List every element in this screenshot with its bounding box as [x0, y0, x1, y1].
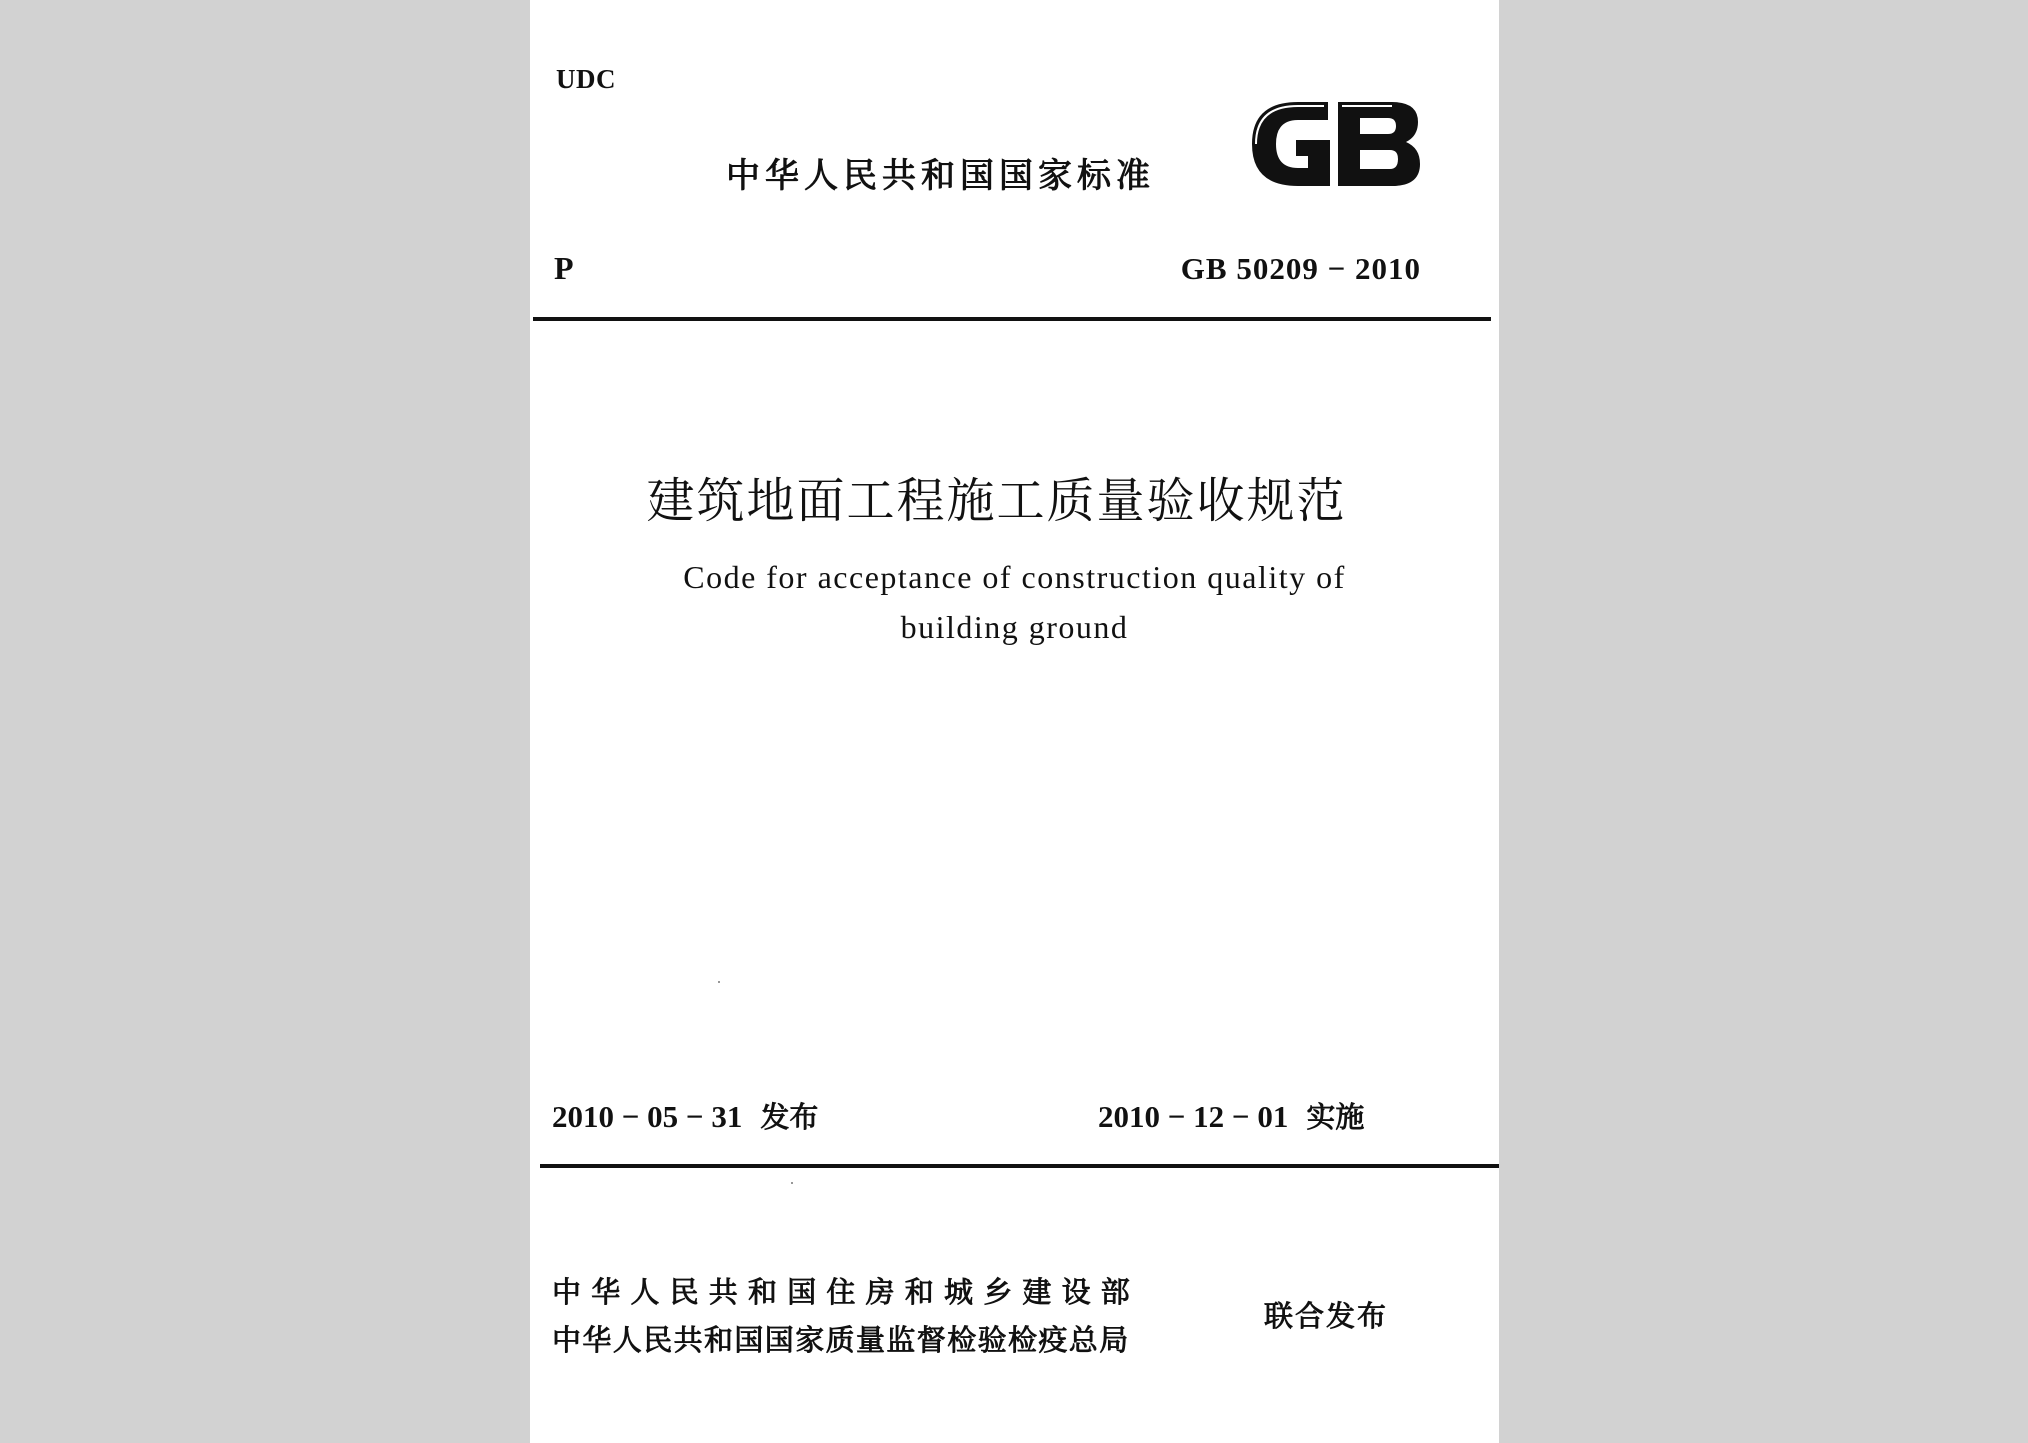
- gb-logo-b: [1338, 102, 1420, 186]
- bottom-divider: [540, 1164, 1499, 1168]
- title-chinese: 建筑地面工程施工质量验收规范: [646, 473, 1347, 529]
- issue-date: 2010 − 05 − 31: [552, 1099, 743, 1134]
- issue-date-line: [552, 1095, 818, 1136]
- implement-date-line: [1098, 1095, 1364, 1136]
- standard-number: GB 50209 − 2010: [1180, 251, 1421, 286]
- print-speck: [718, 981, 720, 983]
- standard-cover-page: [530, 0, 1499, 1443]
- title-english-line-1: Code for acceptance of construction quality of: [683, 559, 1346, 595]
- classification-code: P: [554, 250, 574, 286]
- issue-label: 发布: [760, 1100, 819, 1134]
- title-english: [530, 552, 1499, 652]
- issuer-aqsiq: 中华人民共和国国家质量监督检验检疫总局: [552, 1323, 1130, 1357]
- gb-logo-g: [1252, 102, 1330, 186]
- print-speck: [791, 1182, 793, 1184]
- gb-logo: [1246, 98, 1422, 190]
- issuer-ministry: 中华人民共和国住房和城乡建设部: [552, 1275, 1141, 1309]
- joint-release-label: 联合发布: [1264, 1299, 1389, 1333]
- title-english-line-2: building ground: [900, 609, 1129, 645]
- top-divider: [533, 317, 1491, 321]
- national-standard-heading: 中华人民共和国国家标准: [726, 156, 1155, 196]
- implement-label: 实施: [1306, 1100, 1365, 1134]
- udc-label: UDC: [556, 64, 616, 94]
- implement-date: 2010 − 12 − 01: [1098, 1099, 1289, 1134]
